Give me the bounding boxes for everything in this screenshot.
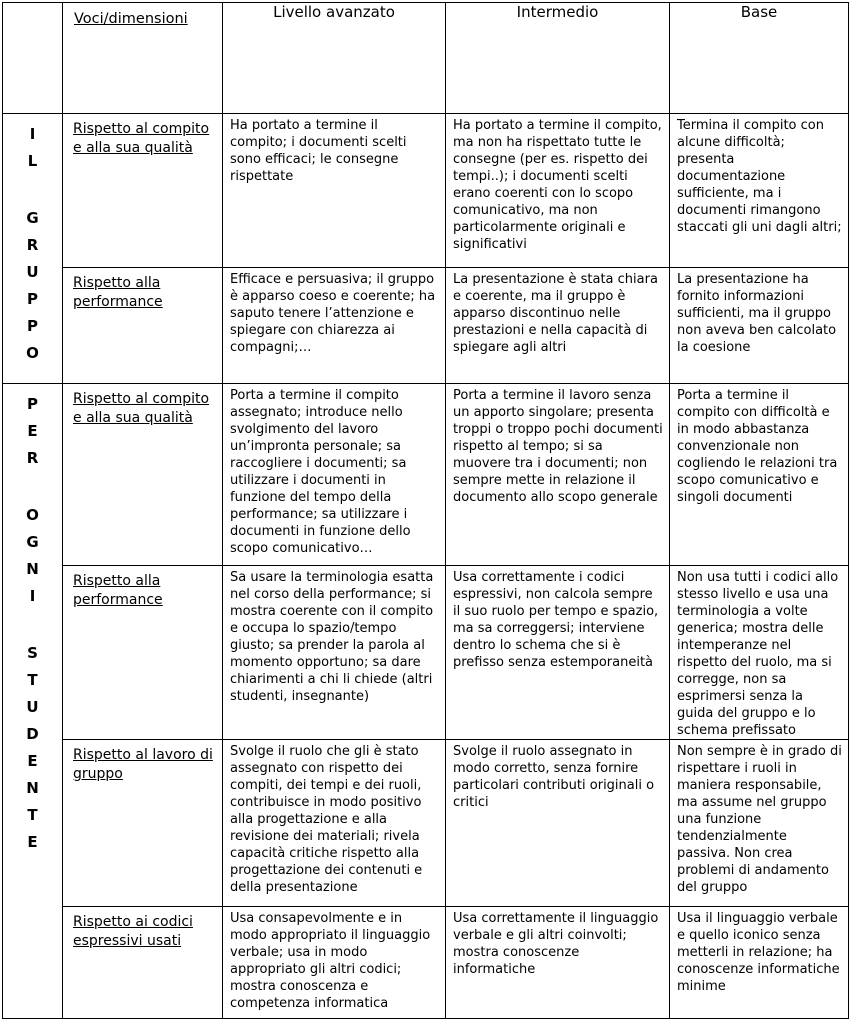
vertical-letter: T bbox=[27, 671, 38, 689]
vertical-letter: P bbox=[27, 317, 38, 335]
header-intermedio bbox=[446, 3, 670, 114]
group-cell-il-gruppo bbox=[3, 114, 63, 384]
vertical-letter: S bbox=[27, 644, 38, 662]
cell-intermedio: Ha portato a termine il compito, ma non ha rispettato tutte le consegne (per es. rispetto dei tempi..); i documenti scelti erano coerenti con lo scopo comunicativo, ma non particolarmente originali e significativi bbox=[446, 114, 670, 268]
intermedio-label: Intermedio bbox=[516, 3, 599, 21]
cell-base: Termina il compito con alcune difficoltà; presenta documentazione sufficiente, ma i documenti rimangono staccati gli uni dagli altri; bbox=[670, 114, 849, 268]
vertical-letter: N bbox=[26, 779, 39, 797]
dimension-cell bbox=[63, 740, 223, 907]
header-livello-avanzato bbox=[223, 3, 446, 114]
cell-avanzato: Ha portato a termine il compito; i documenti scelti sono efficaci; le consegne rispettate bbox=[223, 114, 446, 268]
vertical-letter: E bbox=[27, 752, 38, 770]
table-row bbox=[3, 907, 849, 1019]
cell-avanzato: Efficace e persuasiva; il gruppo è apparso coeso e coerente; ha saputo tenere l’attenzione e spiegare con chiarezza ai compagni;… bbox=[223, 268, 446, 384]
cell-base: Non usa tutti i codici allo stesso livello e usa una terminologia a volte generica; mostra delle intemperanze nel rispetto del ruolo, ma si corregge, non sa esprimersi senza la guida del gruppo e lo schema prefissato bbox=[670, 566, 849, 740]
cell-intermedio: Usa correttamente il linguaggio verbale e gli altri coinvolti; mostra conoscenze informatiche bbox=[446, 907, 670, 1019]
header-base bbox=[670, 3, 849, 114]
table-row bbox=[3, 566, 849, 740]
dimension-cell bbox=[63, 907, 223, 1019]
vertical-letter: G bbox=[26, 209, 39, 227]
vertical-letter: N bbox=[26, 560, 39, 578]
vertical-letter: T bbox=[27, 806, 38, 824]
vertical-letter: O bbox=[26, 506, 39, 524]
table-row bbox=[3, 268, 849, 384]
vertical-letter: G bbox=[26, 533, 39, 551]
cell-intermedio: Svolge il ruolo assegnato in modo corretto, senza fornire particolari contributi originali o critici bbox=[446, 740, 670, 907]
cell-avanzato: Usa consapevolmente e in modo appropriato il linguaggio verbale; usa in modo appropriato gli altri codici; mostra conoscenza e competenza informatica bbox=[223, 907, 446, 1019]
dimension-label: Rispetto alla performance bbox=[73, 275, 163, 310]
vertical-letter-gap bbox=[4, 610, 61, 640]
header-row bbox=[3, 3, 849, 114]
dimension-cell bbox=[63, 566, 223, 740]
vertical-letter: E bbox=[27, 833, 38, 851]
vertical-letter: I bbox=[29, 587, 36, 605]
dimension-cell bbox=[63, 384, 223, 566]
group-cell-per-ogni-studente bbox=[3, 384, 63, 1019]
dimension-label: Rispetto al lavoro di gruppo bbox=[73, 747, 213, 782]
dimension-label: Rispetto ai codici espressivi usati bbox=[73, 914, 193, 949]
dimension-label: Rispetto alla performance bbox=[73, 573, 163, 608]
table-row bbox=[3, 114, 849, 268]
vertical-letter: E bbox=[27, 422, 38, 440]
voci-dimensioni-label: Voci/dimensioni bbox=[74, 11, 188, 27]
rubric-table bbox=[2, 2, 849, 1019]
vertical-letter-gap bbox=[4, 175, 61, 205]
vertical-letter: U bbox=[26, 263, 39, 281]
livello-avanzato-label: Livello avanzato bbox=[273, 3, 395, 21]
vertical-letter: R bbox=[26, 449, 39, 467]
vertical-letter: U bbox=[26, 698, 39, 716]
vertical-letter: P bbox=[27, 290, 38, 308]
table-row bbox=[3, 384, 849, 566]
table-row bbox=[3, 740, 849, 907]
header-voci-dimensioni bbox=[63, 3, 223, 114]
vertical-letter: I bbox=[29, 125, 36, 143]
cell-intermedio: Usa correttamente i codici espressivi, non calcola sempre il suo ruolo per tempo e spazio, ma sa correggersi; interviene dentro lo schema che si è prefisso senza estemporaneità bbox=[446, 566, 670, 740]
cell-avanzato: Porta a termine il compito assegnato; introduce nello svolgimento del lavoro un’impronta personale; sa raccogliere i documenti; sa utilizzare i documenti in funzione del tempo della performance; sa utilizzare i documenti in funzione dello scopo comunicativo… bbox=[223, 384, 446, 566]
cell-base: Non sempre è in grado di rispettare i ruoli in maniera responsabile, ma assume nel gruppo una funzione tendenzialmente passiva. Non crea problemi di andamento del gruppo bbox=[670, 740, 849, 907]
cell-avanzato: Sa usare la terminologia esatta nel corso della performance; si mostra coerente con il compito e occupa lo spazio/tempo giusto; sa prender la parola al momento opportuno; sa dare chiarimenti a chi li chiede (altri studenti, insegnante) bbox=[223, 566, 446, 740]
cell-intermedio: La presentazione è stata chiara e coerente, ma il gruppo è apparso discontinuo nelle prestazioni e nella capacità di spiegare agli altri bbox=[446, 268, 670, 384]
dimension-cell bbox=[63, 114, 223, 268]
vertical-letter: O bbox=[26, 344, 39, 362]
dimension-label: Rispetto al compito e alla sua qualità bbox=[73, 391, 210, 426]
dimension-label: Rispetto al compito e alla sua qualità bbox=[73, 121, 210, 156]
dimension-cell bbox=[63, 268, 223, 384]
vertical-letter-gap bbox=[4, 472, 61, 502]
cell-avanzato: Svolge il ruolo che gli è stato assegnato con rispetto dei compiti, dei tempi e dei ruoli, contribuisce in modo positivo alla progettazione e alla revisione dei materiali; rivela capacità critiche rispetto alla progettazione dei contenuti e della presentazione bbox=[223, 740, 446, 907]
vertical-letter: R bbox=[26, 236, 39, 254]
vertical-letter: D bbox=[26, 725, 39, 743]
header-corner-cell bbox=[3, 3, 63, 114]
cell-base: Usa il linguaggio verbale e quello iconico senza metterli in relazione; ha conoscenze informatiche minime bbox=[670, 907, 849, 1019]
cell-base: La presentazione ha fornito informazioni sufficienti, ma il gruppo non aveva ben calcolato la coesione bbox=[670, 268, 849, 384]
vertical-letter: P bbox=[27, 395, 38, 413]
cell-intermedio: Porta a termine il lavoro senza un apporto singolare; presenta troppi o troppo pochi documenti rispetto al tempo; si sa muovere tra i documenti; non sempre mette in relazione il documento allo scopo generale bbox=[446, 384, 670, 566]
cell-base: Porta a termine il compito con difficoltà e in modo abbastanza convenzionale non cogliendo le relazioni tra scopo comunicativo e singoli documenti bbox=[670, 384, 849, 566]
base-label: Base bbox=[740, 3, 778, 21]
vertical-letter: L bbox=[27, 152, 38, 170]
